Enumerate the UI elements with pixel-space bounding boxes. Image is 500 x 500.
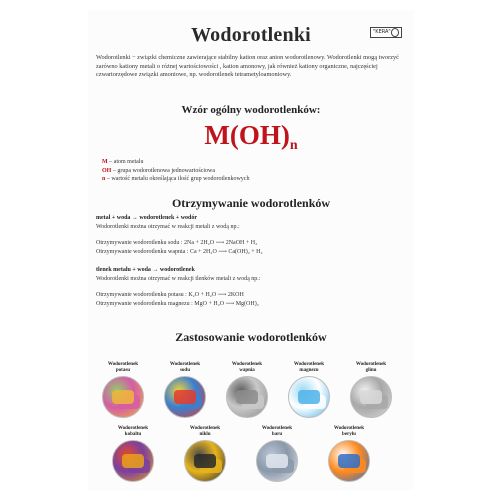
logo-text: "KERA" [373, 29, 391, 35]
battery-icon [184, 440, 226, 482]
applications-grid [88, 356, 414, 490]
application-item [216, 362, 278, 418]
application-item [318, 426, 380, 482]
medicine-icon [288, 376, 330, 418]
application-label: Wodorotlenek magnezu [293, 362, 325, 373]
application-item [174, 426, 236, 482]
reaction-example: Otrzymywanie wodorotlenku magnezu : MgO + H₂O ⟶ Mg(OH)₂ [96, 300, 259, 307]
reaction-example: Otrzymywanie wodorotlenku sodu : 2Na + 2H₂O ⟶ 2NaOH + H₂ [96, 240, 258, 246]
application-label: Wodorotlenek sodu [169, 362, 201, 373]
application-label: Wodorotlenek kobaltu [117, 426, 149, 437]
application-label: Wodorotlenek glinu [355, 362, 387, 373]
method-title: metal + woda → wodorotlenek + wodór [96, 215, 198, 221]
applications-heading: Zastosowanie wodorotlenków [175, 330, 327, 344]
publisher-logo [370, 27, 402, 38]
reaction-example: Otrzymywanie wodorotlenku wapnia : Ca + 2H₂O ⟶ Ca(OH)₂ + H₂ [96, 248, 263, 255]
method-oxide-water [96, 266, 406, 308]
dental-tools-icon [256, 440, 298, 482]
formula-main: M(OH) [204, 120, 290, 150]
general-formula [88, 120, 414, 154]
chart-sheet [88, 10, 414, 490]
application-item [154, 362, 216, 418]
mortar-bags-icon [226, 376, 268, 418]
application-item [102, 426, 164, 482]
aluminium-block-icon [350, 376, 392, 418]
application-label: Wodorotlenek berylu [333, 426, 365, 437]
method-metal-water [96, 214, 406, 256]
legend-row: M – atom metalu [102, 159, 144, 165]
application-label: Wodorotlenek potasu [107, 362, 139, 373]
application-item [92, 362, 154, 418]
obtaining-heading: Otrzymywanie wodorotlenków [171, 196, 331, 210]
intro-paragraph: Wodorotlenki − związki chemiczne zawierające stabilny kation oraz anion wodorotlenowy. Wodorotlenki mogą tworzyć zarówno kationy metali o różnej wartościowości , kation amonowy, jak również kationy organiczne, najczęściej czwartorzędowe związki amoniowe, np. wodorotlenek tetrametyloamoniowy. [96, 54, 399, 78]
application-label: Wodorotlenek baru [261, 426, 293, 437]
rocket-launch-icon [328, 440, 370, 482]
formula-legend [102, 158, 402, 184]
legend-row: OH – grupa wodorotlenowa jednowartościowa [102, 167, 215, 174]
method-title: tlenek metalu + woda → wodorotlenek [96, 267, 195, 273]
method-description: Wodorotlenki można otrzymać w reakcji metali z wodą np.: [96, 223, 240, 230]
method-description: Wodorotlenki można otrzymać w reakcji tlenków metali z wodą np.: [96, 275, 261, 282]
general-formula-heading: Wzór ogólny wodorotlenków: [181, 104, 321, 116]
application-label: Wodorotlenek niklu [189, 426, 221, 437]
application-item [340, 362, 402, 418]
page-title: Wodorotlenki [191, 24, 311, 46]
reaction-example: Otrzymywanie wodorotlenku potasu : K₂O + H₂O ⟶ 2KOH [96, 292, 244, 298]
soap-bars-icon [102, 376, 144, 418]
formula-subscript: n [289, 138, 298, 153]
application-item [278, 362, 340, 418]
legend-row: n – wartość metalu określająca ilość grup wodorotlenkowych [102, 176, 250, 182]
logo-swirl-icon [391, 28, 399, 37]
application-label: Wodorotlenek wapnia [231, 362, 263, 373]
cleaning-products-icon [164, 376, 206, 418]
application-item [246, 426, 308, 482]
colored-glass-icon [112, 440, 154, 482]
